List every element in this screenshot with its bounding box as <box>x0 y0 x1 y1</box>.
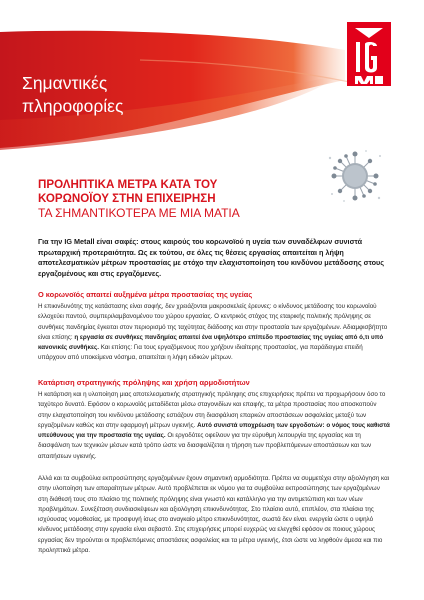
section2-bold-text: Αυτό συνιστά υποχρέωση των εργοδοτών: ο νόμος τους καθιστά υπεύθυνους για την προστασία της υγείας. <box>38 421 390 440</box>
section2-text: Η κατάρτιση και η υλοποίηση μιας αποτελεσματικής στρατηγικής πρόληψης στις επιχειρήσεις πρέπει να προχωρήσουν όσο το ταχύτερο δυνατό. Εφόσον ο κορωνοϊός μεταδίδεται μέσω σταγονιδίων και επαφής, τα μέτρα προστασίας που αποσκοπούν στην ελαχιστοποίηση του κινδύνου μετάδοσης εστιάζουν στη διασφάλιση επαρκών αποστάσεων ασφαλείας μεταξύ των εργαζομένων καθώς και στην εφαρμογή μέτρων υγιεινής. <box>38 391 386 429</box>
banner-title-line1: Σημαντικές <box>22 73 108 93</box>
section3-text: Αλλά και τα συμβούλια εκπροσώπησης εργαζομένων έχουν σημαντική αρμοδιότητα. Πρέπει να συμμετέχει στην αξιολόγηση και στην υλοποίηση των απαραίτητων μέτρων. Αυτό προβλέπεται εκ νόμου για τα συμβούλια εκπροσώπησης των εργαζομένων στη διάθεσή τους στο πλαίσιο της πολιτικής πρόληψης είναι γνωστό και κατάλληλο για την αντιμετώπιση και των νέων προβλημάτων. Συνεξέταση συνδιασκέψεων και αξιολόγηση επικινδυνότητας. Στο πλαίσιο αυτό, επιπλέον, στα πλαίσια της ισχύουσας νομοθεσίας, με προσφυγή ίσως στο αναγκαίο μέτρο επικινδυνότητας, σωστά δεν είναι. ενεργεία ώστε ο υψηλό κίνδυνος μετάδοσης στην εργασία είναι σεβαστό. Στις επιχειρήσεις μπορεί ευχερώς να ελεγχθεί εφόσον σε ποιους χώρους εργασίας δεν τηρούνται οι προβλεπόμενες αποστάσεις ασφαλείας και τα μέτρα υγιεινής, έτσι ώστε να ληφθούν άμεσα και πιο προληπτικά μέτρα. <box>38 475 390 555</box>
logo-icon <box>347 22 391 86</box>
headline-line1: ΠΡΟΛΗΠΤΙΚΑ ΜΕΤΡΑ ΚΑΤΑ ΤΟΥ <box>38 178 218 191</box>
section1-bold-text: η εργασία σε συνθήκες πανδημίας απαιτεί ένα υψηλότερο επίπεδο προστασίας της υγείας από ό,τι υπό κανονικές συνθήκες. <box>38 333 384 352</box>
section1-heading: Ο κορωνοϊός απαιτεί αυξημένα μέτρα προστασίας της υγείας <box>38 290 253 299</box>
main-headline <box>38 178 318 206</box>
sub-headline: ΤΑ ΣΗΜΑΝΤΙΚΟΤΕΡΑ ΜΕ ΜΙΑ ΜΑΤΙΑ <box>38 206 240 220</box>
section1-text: Η επικινδυνότης της κατάστασης είναι σαφής, δεν χρειάζονται μακροσκελείς έρευνες: ο κίνδυνος μετάδοσης του κορωνοϊού ελλοχεύει παντού, συμπεριλαμβανομένου του χώρου εργασίας. Ο κεντρικός στόχος της εταιρικής πολιτικής πρόληψης σε συνθήκες πανδημίας έγκειται στον περιορισμό της ταχύτητας διάδοσης και στην προστασία των εργαζομένων. Αδιαμφισβήτητο είναι επίσης: <box>38 303 388 341</box>
section2-heading: Κατάρτιση στρατηγικής πρόληψης και χρήση αρμοδιοτήτων <box>38 378 250 387</box>
banner-title <box>22 72 123 118</box>
section1-paragraph <box>38 302 390 364</box>
ig-metall-logo <box>347 22 391 86</box>
section2-paragraph <box>38 390 390 462</box>
section1-text-after: Και επίσης: Για τους εργαζόμενους που χρήζουν ιδιαίτερης προστασίας, για παράδειγμα επειδή υπάρχουν από υποκείμενα νόσημα, απαιτείται η λήψη ειδικών μέτρων. <box>38 344 363 362</box>
section3-paragraph <box>38 474 390 556</box>
banner-title-line2: πληροφορίες <box>22 96 124 116</box>
coronavirus-icon <box>326 148 384 204</box>
headline-line2: ΚΟΡΩΝΟΪΟΥ ΣΤΗΝ ΕΠΙΧΕΙΡΗΣΗ <box>38 192 216 205</box>
intro-paragraph: Για την IG Metall είναι σαφές: στους καιρούς του κορωνοϊού η υγεία των συναδέλφων συνιστά πρωταρχική προτεραιότητα. Ως εκ τούτου, σε όλες τις θέσεις εργασίας απαιτείται η λήψη αποτελεσματικών μέτρων προστασίας με στόχο την ελαχιστοποίηση του κινδύνου μετάδοσης στους εργαζομένους και στις εργαζόμενες. <box>38 237 385 278</box>
section2-text-after: Οι εργοδότες οφείλουν για την εύρυθμη λειτουργία της εργασίας και τη διασφάλιση των τεχνικών μέσων κατά τρόπο ώστε να διασφαλίζεται η τήρηση των προβλεπόμενων αποστάσεων και των απαιτήσεων υγιεινής. <box>38 432 372 460</box>
